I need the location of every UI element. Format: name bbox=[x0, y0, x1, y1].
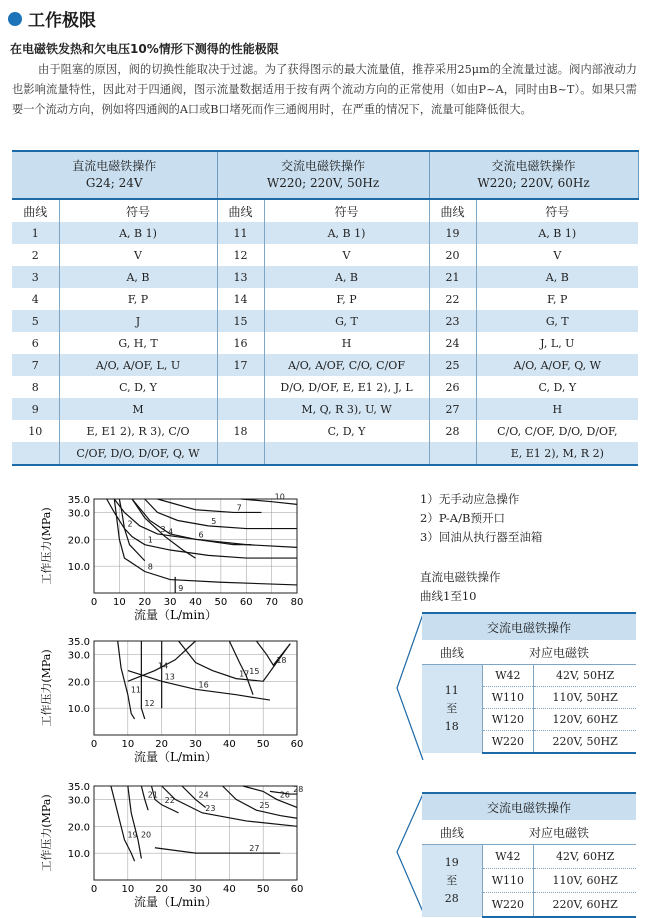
footnote: 3）回油从执行器至油箱 bbox=[420, 530, 543, 544]
curve-cell: 14 bbox=[217, 288, 264, 310]
series-label: 12 bbox=[144, 699, 155, 709]
ac-table-header: 交流电磁铁操作 bbox=[422, 613, 636, 640]
magnet-voltage: 110V, 60HZ bbox=[534, 869, 636, 893]
curve-cell: 15 bbox=[217, 310, 264, 332]
series-label: 19 bbox=[127, 830, 138, 840]
symbol-cell: E, E1 2), M, R 2) bbox=[476, 442, 638, 465]
magnet-voltage: 220V, 60HZ bbox=[534, 893, 636, 917]
y-tick-label: 20.0 bbox=[67, 677, 90, 689]
series-label: 5 bbox=[211, 516, 217, 526]
series-line-7 bbox=[157, 499, 261, 512]
curve-cell: 10 bbox=[12, 420, 59, 442]
symbol-cell: A, B 1) bbox=[476, 222, 638, 244]
symbol-cell: J bbox=[59, 310, 217, 332]
symbol-cell: H bbox=[476, 398, 638, 420]
table-row bbox=[12, 288, 638, 310]
x-tick-label: 10 bbox=[121, 884, 135, 895]
x-tick-label: 50 bbox=[214, 597, 228, 608]
x-tick-label: 0 bbox=[90, 739, 98, 750]
curve-cell: 4 bbox=[12, 288, 59, 310]
symbol-cell: A, B bbox=[476, 266, 638, 288]
symbol-cell: C/OF, D/O, D/OF, Q, W bbox=[59, 442, 217, 465]
table-row bbox=[12, 222, 638, 244]
curve-cell: 27 bbox=[429, 398, 476, 420]
x-tick-label: 60 bbox=[239, 597, 253, 608]
magnet-voltage: 110V, 50HZ bbox=[534, 687, 636, 709]
curve-cell: 17 bbox=[217, 354, 264, 376]
symbol-cell: C/O, C/OF, D/O, D/OF, bbox=[497, 424, 618, 438]
series-label: 9 bbox=[178, 584, 184, 593]
series-line-10 bbox=[241, 499, 297, 504]
x-tick-label: 70 bbox=[265, 597, 278, 608]
series-label: 11 bbox=[130, 685, 142, 695]
series-label: 1 bbox=[147, 535, 153, 545]
x-axis-label: 流量（L/min） bbox=[134, 750, 217, 764]
y-tick-label: 20.0 bbox=[67, 822, 90, 834]
x-tick-label: 20 bbox=[155, 739, 169, 750]
ac-magnet-table-60hz bbox=[422, 792, 636, 918]
y-tick-label: 20.0 bbox=[67, 535, 90, 547]
col-curve: 曲线 bbox=[12, 199, 59, 222]
footnote: 2）P-A/B预开口 bbox=[420, 511, 505, 525]
col-curve: 曲线 bbox=[422, 640, 482, 665]
symbol-cell: A/O, A/OF, Q, W bbox=[476, 354, 638, 376]
symbol-cell: M, Q, R 3), U, W bbox=[264, 398, 429, 420]
table-row bbox=[12, 310, 638, 332]
table-row bbox=[12, 398, 638, 420]
symbol-cell: G, T bbox=[476, 310, 638, 332]
description-paragraph: 由于阻塞的原因，阀的切换性能取决于过滤。为了获得图示的最大流量值，推荐采用25μm的全流量过滤。阀内部液动力也影响流量特性，因此对于四通阀，图示流量数据适用于按有两个流动方向的正常使用（如由P~A，同时由B~T）。如果只需要一个流动方向，例如将四通阀的A口或B口堵死而作三通阀用时，在严重的情况下，流量可能降低很大。 bbox=[12, 63, 637, 116]
dc-curve-note: 直流电磁铁操作 曲线1至10 bbox=[420, 570, 501, 603]
series-label: 17 bbox=[239, 669, 250, 679]
bracket-lines bbox=[395, 792, 425, 914]
x-tick-label: 60 bbox=[290, 739, 304, 750]
symbol-cell: A, B bbox=[59, 266, 217, 288]
symbol-cell: M bbox=[59, 398, 217, 420]
x-tick-label: 20 bbox=[138, 597, 152, 608]
series-label: 14 bbox=[157, 661, 169, 671]
y-tick-label: 30.0 bbox=[67, 795, 90, 807]
symbol-cell: E, E1 2), R 3), C/O bbox=[59, 420, 217, 442]
magnet-voltage: 220V, 50HZ bbox=[534, 731, 636, 753]
y-axis-label: 工作压力(MPa) bbox=[40, 794, 53, 872]
series-label: 4 bbox=[168, 527, 174, 537]
table-row bbox=[12, 376, 638, 398]
x-tick-label: 40 bbox=[189, 597, 202, 608]
symbol-cell: J, L, U bbox=[540, 336, 575, 350]
magnet-code: W110 bbox=[482, 869, 534, 893]
symbol-cell bbox=[264, 442, 429, 465]
group-header-ac50: 交流电磁铁操作 W220; 220V, 50Hz bbox=[217, 151, 429, 199]
series-label: 2 bbox=[127, 519, 133, 529]
curve-cell: 18 bbox=[217, 420, 264, 442]
series-line-27 bbox=[155, 848, 280, 853]
series-label: 16 bbox=[198, 680, 209, 690]
bullet-icon bbox=[8, 12, 22, 26]
curve-cell: 22 bbox=[429, 288, 476, 310]
x-tick-label: 10 bbox=[113, 597, 126, 608]
col-curve: 曲线 bbox=[217, 199, 264, 222]
symbol-cell: A, B 1) bbox=[59, 222, 217, 244]
magnet-code: W110 bbox=[482, 687, 534, 709]
series-line-3 bbox=[114, 499, 297, 547]
y-tick-label: 35.0 bbox=[67, 637, 90, 648]
series-label: 21 bbox=[147, 790, 158, 800]
magnet-code: W120 bbox=[482, 709, 534, 731]
x-tick-label: 40 bbox=[222, 739, 236, 750]
table-row bbox=[12, 442, 638, 465]
curve-cell: 21 bbox=[429, 266, 476, 288]
pressure-flow-chart-ac60 bbox=[0, 772, 420, 912]
x-tick-label: 30 bbox=[189, 739, 202, 750]
section-title bbox=[8, 6, 96, 31]
curve-symbol-table bbox=[12, 150, 639, 466]
curve-cell bbox=[217, 398, 264, 420]
symbol-cell: A/O, A/OF, C/O, C/OF bbox=[264, 354, 429, 376]
magnet-voltage: 42V, 50HZ bbox=[534, 665, 636, 687]
x-tick-label: 30 bbox=[163, 597, 177, 608]
footnotes bbox=[420, 490, 542, 547]
symbol-cell: G, H, T bbox=[59, 332, 217, 354]
symbol-cell: C, D, Y bbox=[538, 380, 577, 394]
y-axis-label: 工作压力(MPa) bbox=[40, 649, 53, 727]
series-line-20 bbox=[128, 786, 142, 859]
series-label: 7 bbox=[236, 503, 242, 513]
x-tick-label: 60 bbox=[290, 884, 304, 895]
curve-cell: 24 bbox=[429, 332, 476, 354]
col-symbol: 符号 bbox=[264, 199, 429, 222]
col-curve: 曲线 bbox=[429, 199, 476, 222]
curve-cell bbox=[217, 442, 264, 465]
symbol-cell: F, P bbox=[547, 292, 568, 306]
magnet-voltage: 120V, 60HZ bbox=[534, 709, 636, 731]
y-tick-label: 30.0 bbox=[67, 650, 90, 662]
symbol-cell: F, P bbox=[59, 288, 217, 310]
symbol-cell: C, D, Y bbox=[264, 420, 429, 442]
symbol-cell: V bbox=[264, 244, 429, 266]
curve-cell: 19 bbox=[429, 222, 476, 244]
series-label: 27 bbox=[249, 844, 260, 854]
curve-cell: 26 bbox=[429, 376, 476, 398]
curve-cell bbox=[12, 442, 59, 465]
table-row bbox=[12, 332, 638, 354]
series-label: 26 bbox=[279, 790, 290, 800]
symbol-cell: C, D, Y bbox=[59, 376, 217, 398]
table-row bbox=[12, 266, 638, 288]
series-label: 18 bbox=[276, 656, 287, 666]
pressure-flow-chart-dc bbox=[0, 485, 420, 625]
series-label: 8 bbox=[147, 562, 153, 572]
curve-cell: 1 bbox=[12, 222, 59, 244]
curve-cell: 8 bbox=[12, 376, 59, 398]
curve-cell: 7 bbox=[12, 354, 59, 376]
series-label: 10 bbox=[274, 492, 285, 502]
x-axis-label: 流量（L/min） bbox=[134, 608, 217, 622]
symbol-cell: A, B 1) bbox=[264, 222, 429, 244]
curve-cell: 9 bbox=[12, 398, 59, 420]
y-tick-label: 35.0 bbox=[67, 495, 90, 506]
footnote: 1）无手动应急操作 bbox=[420, 492, 520, 506]
table-row bbox=[12, 354, 638, 376]
table-row bbox=[12, 420, 638, 442]
symbol-cell: F, P bbox=[264, 288, 429, 310]
subtitle: 在电磁铁发热和欠电压10%情形下测得的性能极限 bbox=[10, 42, 279, 56]
curve-cell: 5 bbox=[12, 310, 59, 332]
ac-table-header: 交流电磁铁操作 bbox=[422, 793, 636, 820]
group-header-dc: 直流电磁铁操作 G24; 24V bbox=[12, 151, 217, 199]
x-tick-label: 20 bbox=[155, 884, 169, 895]
ac-magnet-table-50hz bbox=[422, 612, 636, 754]
magnet-code: W42 bbox=[482, 845, 534, 869]
series-label: 6 bbox=[198, 530, 204, 540]
y-tick-label: 10.0 bbox=[67, 704, 90, 716]
bracket-lines bbox=[395, 612, 425, 762]
symbol-cell: D/O, D/OF, E, E1 2), J, L bbox=[264, 376, 429, 398]
series-label: 22 bbox=[164, 795, 175, 805]
curve-cell: 12 bbox=[217, 244, 264, 266]
y-tick-label: 10.0 bbox=[67, 562, 90, 574]
curve-range: 11 至 18 bbox=[422, 665, 482, 753]
curve-cell: 25 bbox=[429, 354, 476, 376]
symbol-cell: V bbox=[59, 244, 217, 266]
col-curve: 曲线 bbox=[422, 820, 482, 845]
y-tick-label: 10.0 bbox=[67, 849, 90, 861]
symbol-cell: G, T bbox=[264, 310, 429, 332]
curve-cell: 23 bbox=[429, 310, 476, 332]
series-label: 24 bbox=[198, 790, 209, 800]
curve-cell: 16 bbox=[217, 332, 264, 354]
y-tick-label: 35.0 bbox=[67, 782, 90, 793]
curve-cell: 20 bbox=[429, 244, 476, 266]
curve-cell bbox=[429, 442, 476, 465]
symbol-cell: H bbox=[264, 332, 429, 354]
col-symbol: 符号 bbox=[59, 199, 217, 222]
series-label: 15 bbox=[249, 666, 260, 676]
symbol-cell: A/O, A/OF, L, U bbox=[59, 354, 217, 376]
series-line-19 bbox=[111, 786, 138, 861]
x-tick-label: 50 bbox=[256, 884, 270, 895]
pressure-flow-chart-ac50 bbox=[0, 627, 420, 767]
series-label: 28 bbox=[293, 785, 304, 795]
series-label: 23 bbox=[205, 803, 216, 813]
x-tick-label: 40 bbox=[222, 884, 236, 895]
y-tick-label: 30.0 bbox=[67, 508, 90, 520]
curve-cell: 28 bbox=[429, 420, 476, 442]
x-tick-label: 0 bbox=[90, 597, 98, 608]
curve-cell: 6 bbox=[12, 332, 59, 354]
curve-range: 19 至 28 bbox=[422, 845, 482, 917]
col-magnet: 对应电磁铁 bbox=[482, 820, 636, 845]
col-magnet: 对应电磁铁 bbox=[482, 640, 636, 665]
x-tick-label: 30 bbox=[189, 884, 202, 895]
curve-cell: 3 bbox=[12, 266, 59, 288]
symbol-cell: V bbox=[553, 248, 562, 262]
x-tick-label: 10 bbox=[121, 739, 135, 750]
magnet-code: W220 bbox=[482, 893, 534, 917]
series-line-8 bbox=[114, 499, 297, 585]
magnet-code: W42 bbox=[482, 665, 534, 687]
curve-cell: 11 bbox=[217, 222, 264, 244]
x-tick-label: 80 bbox=[290, 597, 304, 608]
x-tick-label: 50 bbox=[256, 739, 270, 750]
series-label: 3 bbox=[160, 524, 166, 534]
curve-cell: 13 bbox=[217, 266, 264, 288]
group-header-ac60: 交流电磁铁操作 W220; 220V, 60Hz bbox=[429, 151, 638, 199]
series-label: 13 bbox=[164, 672, 175, 682]
series-label: 20 bbox=[140, 830, 152, 840]
series-label: 25 bbox=[259, 801, 270, 811]
col-symbol: 符号 bbox=[545, 204, 570, 219]
magnet-voltage: 42V, 60HZ bbox=[534, 845, 636, 869]
page-title: 工作极限 bbox=[28, 11, 96, 31]
curve-cell: 2 bbox=[12, 244, 59, 266]
y-axis-label: 工作压力(MPa) bbox=[40, 507, 53, 585]
magnet-code: W220 bbox=[482, 731, 534, 753]
x-tick-label: 0 bbox=[90, 884, 98, 895]
curve-cell bbox=[217, 376, 264, 398]
x-axis-label: 流量（L/min） bbox=[134, 895, 217, 909]
symbol-cell: A, B bbox=[264, 266, 429, 288]
table-row bbox=[12, 244, 638, 266]
